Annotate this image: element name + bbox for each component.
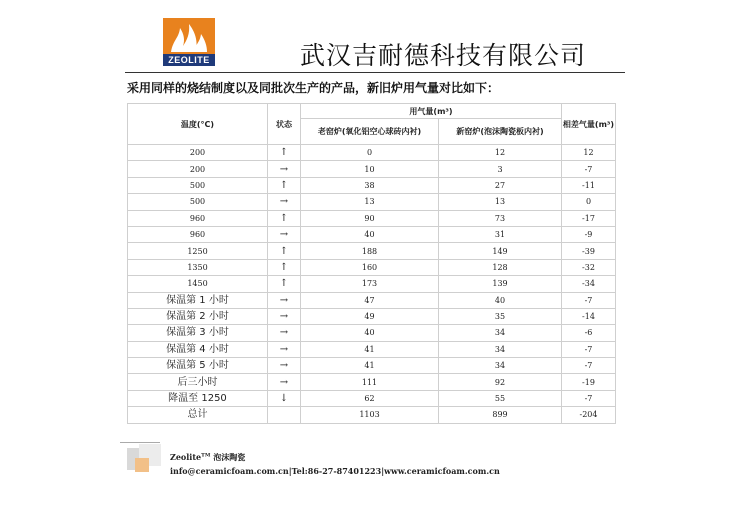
cell-new-kiln: 149 [439,243,562,259]
cell-temperature: 1450 [128,276,268,292]
cell-state: ↑ [268,177,301,193]
cell-state: ↑ [268,243,301,259]
cell-state: → [268,161,301,177]
cell-old-kiln: 62 [301,390,439,406]
trademark-mark: TM [201,452,211,459]
flame-icon [163,18,215,54]
cell-temperature: 1350 [128,259,268,275]
cell-old-kiln: 40 [301,226,439,242]
table-row [128,407,616,423]
table-row [128,341,616,357]
table-row [128,161,616,177]
cell-state: → [268,226,301,242]
cell-difference: -7 [562,161,616,177]
table-row [128,243,616,259]
cell-old-kiln: 173 [301,276,439,292]
table-row [128,292,616,308]
cell-state: → [268,194,301,210]
logo-text: ZEOLITE [163,54,215,66]
cell-new-kiln: 899 [439,407,562,423]
cell-state: ↑ [268,276,301,292]
cell-new-kiln: 13 [439,194,562,210]
company-logo [163,18,215,68]
cell-new-kiln: 92 [439,374,562,390]
cell-new-kiln: 34 [439,358,562,374]
table-row [128,259,616,275]
cell-state: → [268,325,301,341]
cell-difference: -34 [562,276,616,292]
footer-divider [120,442,160,443]
table-row [128,358,616,374]
cell-new-kiln: 3 [439,161,562,177]
cell-new-kiln: 12 [439,145,562,161]
cell-state: → [268,374,301,390]
cell-temperature: 200 [128,145,268,161]
table-row [128,210,616,226]
cell-difference: -7 [562,292,616,308]
cell-new-kiln: 34 [439,341,562,357]
table-row [128,226,616,242]
cell-temperature: 总计 [128,407,268,423]
cell-old-kiln: 160 [301,259,439,275]
cell-difference: -204 [562,407,616,423]
header-difference: 相差气量(m³) [562,104,616,145]
cell-temperature: 保温第 1 小时 [128,292,268,308]
cell-difference: -11 [562,177,616,193]
cell-difference: -39 [562,243,616,259]
footer-brand-suffix: 泡沫陶瓷 [210,452,246,462]
cell-state: → [268,358,301,374]
cell-state: ↑ [268,259,301,275]
cell-state: → [268,341,301,357]
cell-difference: -32 [562,259,616,275]
cell-temperature: 保温第 4 小时 [128,341,268,357]
table-row [128,177,616,193]
cell-state: ↑ [268,145,301,161]
table-row [128,374,616,390]
header-temperature: 温度(°C) [128,104,268,145]
cell-difference: -19 [562,374,616,390]
cell-old-kiln: 188 [301,243,439,259]
cell-old-kiln: 49 [301,308,439,324]
table-row [128,390,616,406]
header-gas-usage: 用气量(m³) [301,104,562,119]
table-row [128,308,616,324]
header-state: 状态 [268,104,301,145]
footer-contact: info@ceramicfoam.com.cn|Tel:86-27-87401223|www.ceramicfoam.com.cn [170,466,500,476]
cell-new-kiln: 34 [439,325,562,341]
company-name: 武汉吉耐德科技有限公司 [300,41,587,70]
header-new-kiln: 新窑炉(泡沫陶瓷板内衬) [439,119,562,145]
cell-old-kiln: 38 [301,177,439,193]
cell-temperature: 保温第 5 小时 [128,358,268,374]
cell-new-kiln: 128 [439,259,562,275]
table-row [128,325,616,341]
cell-difference: -14 [562,308,616,324]
cell-old-kiln: 111 [301,374,439,390]
footer-logo-icon [127,444,161,478]
cell-new-kiln: 40 [439,292,562,308]
cell-new-kiln: 27 [439,177,562,193]
cell-difference: -7 [562,390,616,406]
cell-new-kiln: 31 [439,226,562,242]
cell-new-kiln: 139 [439,276,562,292]
table-row [128,145,616,161]
intro-text: 采用同样的烧结制度以及同批次生产的产品，新旧炉用气量对比如下： [127,81,500,95]
cell-old-kiln: 41 [301,358,439,374]
cell-old-kiln: 0 [301,145,439,161]
table-row [128,194,616,210]
cell-state: → [268,308,301,324]
cell-difference: 12 [562,145,616,161]
cell-old-kiln: 13 [301,194,439,210]
cell-state: ↑ [268,210,301,226]
header-old-kiln: 老窑炉(氧化铝空心球砖内衬) [301,119,439,145]
cell-temperature: 200 [128,161,268,177]
cell-old-kiln: 1103 [301,407,439,423]
cell-difference: -9 [562,226,616,242]
cell-difference: -6 [562,325,616,341]
cell-new-kiln: 73 [439,210,562,226]
cell-old-kiln: 90 [301,210,439,226]
cell-old-kiln: 40 [301,325,439,341]
cell-difference: -7 [562,341,616,357]
cell-temperature: 500 [128,177,268,193]
cell-new-kiln: 55 [439,390,562,406]
gas-comparison-table [127,103,616,424]
cell-state: ↓ [268,390,301,406]
footer-brand-name: Zeolite [170,452,202,462]
cell-old-kiln: 47 [301,292,439,308]
cell-state [268,407,301,423]
cell-temperature: 1250 [128,243,268,259]
cell-temperature: 后三小时 [128,374,268,390]
cell-difference: 0 [562,194,616,210]
cell-temperature: 降温至 1250 [128,390,268,406]
header-divider [125,72,625,73]
cell-state: → [268,292,301,308]
footer-brand [170,452,245,463]
cell-difference: -7 [562,358,616,374]
cell-new-kiln: 35 [439,308,562,324]
table-body [128,145,616,424]
cell-temperature: 保温第 2 小时 [128,308,268,324]
cell-old-kiln: 41 [301,341,439,357]
cell-temperature: 500 [128,194,268,210]
cell-difference: -17 [562,210,616,226]
cell-temperature: 保温第 3 小时 [128,325,268,341]
cell-old-kiln: 10 [301,161,439,177]
cell-temperature: 960 [128,226,268,242]
cell-temperature: 960 [128,210,268,226]
table-row [128,276,616,292]
